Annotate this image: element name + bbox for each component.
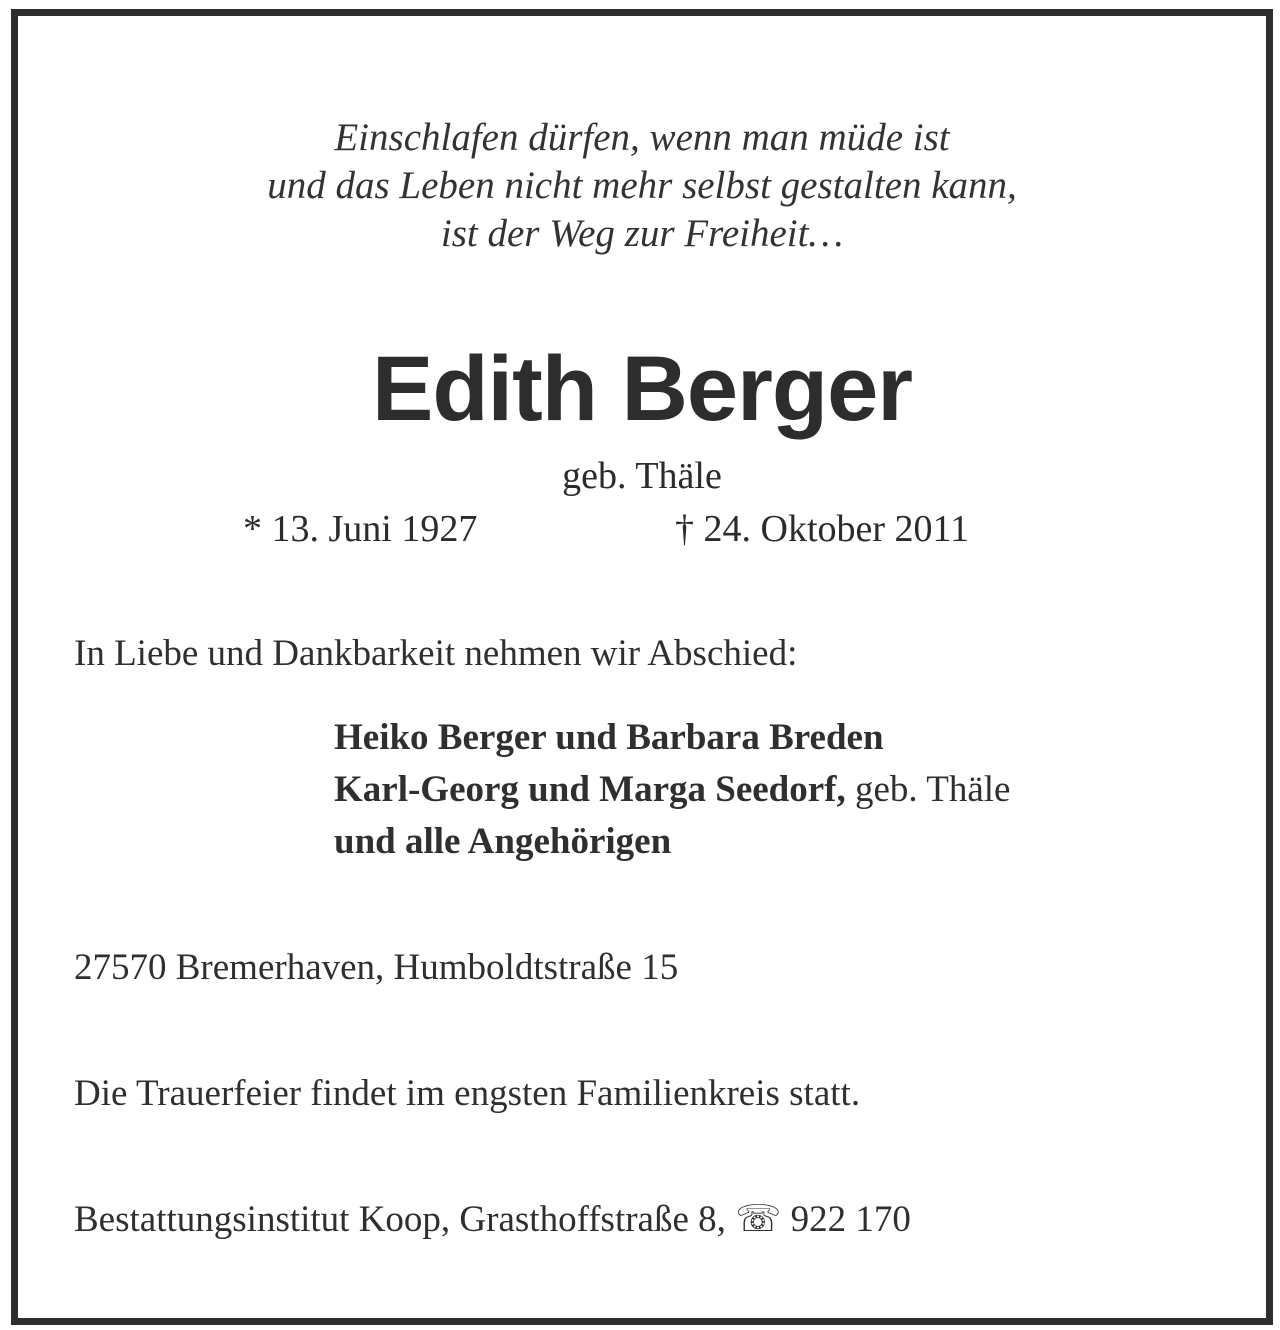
- deceased-name: Edith Berger: [371, 338, 913, 440]
- quote-line-2: und das Leben nicht mehr selbst gestalten kann,: [267, 164, 1017, 207]
- address-text: 27570 Bremerhaven, Humboldtstraße 15: [74, 947, 679, 988]
- farewell-text: In Liebe und Dankbarkeit nehmen wir Abschied:: [74, 633, 798, 674]
- mourner-line-2-names: Karl-Georg und Marga Seedorf,: [334, 769, 846, 810]
- mourner-line-2-maiden: geb. Thäle: [845, 769, 1011, 810]
- quote-line-1: Einschlafen dürfen, wenn man müde ist: [334, 116, 950, 159]
- funeral-home-text: Bestattungsinstitut Koop, Grasthoffstraße 8, ☏ 922 170: [74, 1199, 911, 1240]
- mourner-line-1: Heiko Berger und Barbara Breden: [334, 717, 884, 758]
- maiden-name: geb. Thäle: [562, 455, 722, 497]
- obituary-frame: [11, 9, 1273, 1325]
- death-date: † 24. Oktober 2011: [675, 508, 970, 550]
- quote-line-3: ist der Weg zur Freiheit…: [440, 212, 844, 255]
- ceremony-text: Die Trauerfeier findet im engsten Familienkreis statt.: [74, 1073, 861, 1114]
- mourner-line-3: und alle Angehörigen: [334, 821, 672, 862]
- birth-date: * 13. Juni 1927: [243, 508, 478, 550]
- mourner-line-2: [334, 768, 1010, 812]
